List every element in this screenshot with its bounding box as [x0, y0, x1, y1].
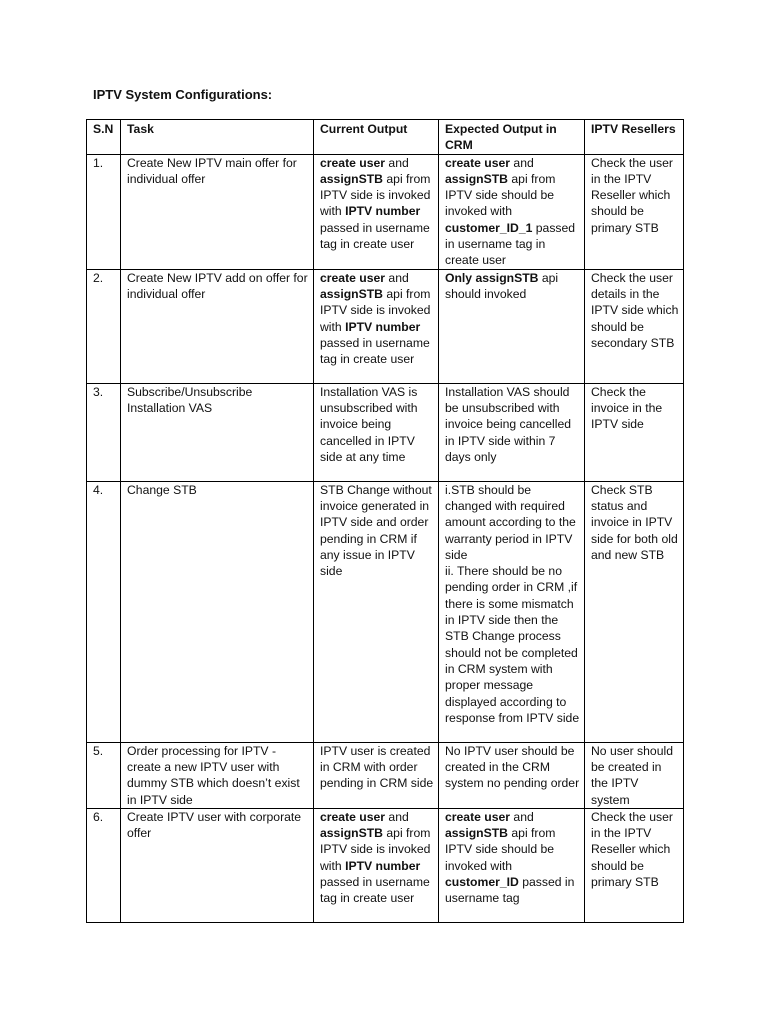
- cell-task: Change STB: [121, 481, 314, 742]
- cell-current-output: IPTV user is created in CRM with order pending in CRM side: [314, 742, 439, 808]
- table-row: [87, 383, 684, 481]
- cell-task: Create New IPTV add on offer for individual offer: [121, 269, 314, 383]
- cell-sn: 2.: [87, 269, 121, 383]
- cell-task: Create IPTV user with corporate offer: [121, 808, 314, 922]
- cell-expected-output: Installation VAS should be unsubscribed with invoice being cancelled in IPTV side within 7 days only: [439, 383, 585, 481]
- table-row: [87, 808, 684, 922]
- table-row: [87, 154, 684, 269]
- table-row: [87, 742, 684, 808]
- configurations-table: [86, 119, 684, 923]
- cell-current-output: create user and assignSTB api from IPTV side is invoked with IPTV number passed in username tag in create user: [314, 808, 439, 922]
- cell-task: Create New IPTV main offer for individual offer: [121, 154, 314, 269]
- cell-current-output: STB Change without invoice generated in IPTV side and order pending in CRM if any issue in IPTV side: [314, 481, 439, 742]
- cell-current-output: create user and assignSTB api from IPTV side is invoked with IPTV number passed in username tag in create user: [314, 154, 439, 269]
- header-sn: S.N: [87, 120, 121, 155]
- cell-iptv-resellers: Check the user in the IPTV Reseller which should be primary STB: [585, 154, 684, 269]
- cell-iptv-resellers: No user should be created in the IPTV system: [585, 742, 684, 808]
- cell-iptv-resellers: Check STB status and invoice in IPTV side for both old and new STB: [585, 481, 684, 742]
- cell-task: Subscribe/Unsubscribe Installation VAS: [121, 383, 314, 481]
- cell-expected-output: create user and assignSTB api from IPTV side should be invoked with customer_ID passed in username tag: [439, 808, 585, 922]
- header-task: Task: [121, 120, 314, 155]
- cell-current-output: Installation VAS is unsubscribed with invoice being cancelled in IPTV side at any time: [314, 383, 439, 481]
- cell-expected-output: No IPTV user should be created in the CRM system no pending order: [439, 742, 585, 808]
- cell-iptv-resellers: Check the user details in the IPTV side which should be secondary STB: [585, 269, 684, 383]
- cell-iptv-resellers: Check the invoice in the IPTV side: [585, 383, 684, 481]
- cell-sn: 3.: [87, 383, 121, 481]
- cell-task: Order processing for IPTV - create a new IPTV user with dummy STB which doesn’t exist in IPTV side: [121, 742, 314, 808]
- header-expected-output: Expected Output in CRM: [439, 120, 585, 155]
- cell-sn: 4.: [87, 481, 121, 742]
- cell-expected-output: create user and assignSTB api from IPTV side should be invoked with customer_ID_1 passed in username tag in create user: [439, 154, 585, 269]
- cell-expected-output: Only assignSTB api should invoked: [439, 269, 585, 383]
- cell-sn: 1.: [87, 154, 121, 269]
- cell-sn: 5.: [87, 742, 121, 808]
- table-row: [87, 269, 684, 383]
- header-iptv-resellers: IPTV Resellers: [585, 120, 684, 155]
- document-title: IPTV System Configurations:: [93, 87, 273, 102]
- cell-sn: 6.: [87, 808, 121, 922]
- cell-current-output: create user and assignSTB api from IPTV side is invoked with IPTV number passed in username tag in create user: [314, 269, 439, 383]
- header-current-output: Current Output: [314, 120, 439, 155]
- cell-iptv-resellers: Check the user in the IPTV Reseller which should be primary STB: [585, 808, 684, 922]
- cell-expected-output: i.STB should be changed with required amount according to the warranty period in IPTV side ii. There should be no pending order in CRM ,if there is some mismatch in IPTV side then the STB Change process should not be completed in CRM system with proper message displayed according to response from IPTV side: [439, 481, 585, 742]
- table-row: [87, 481, 684, 742]
- table-header-row: [87, 120, 684, 155]
